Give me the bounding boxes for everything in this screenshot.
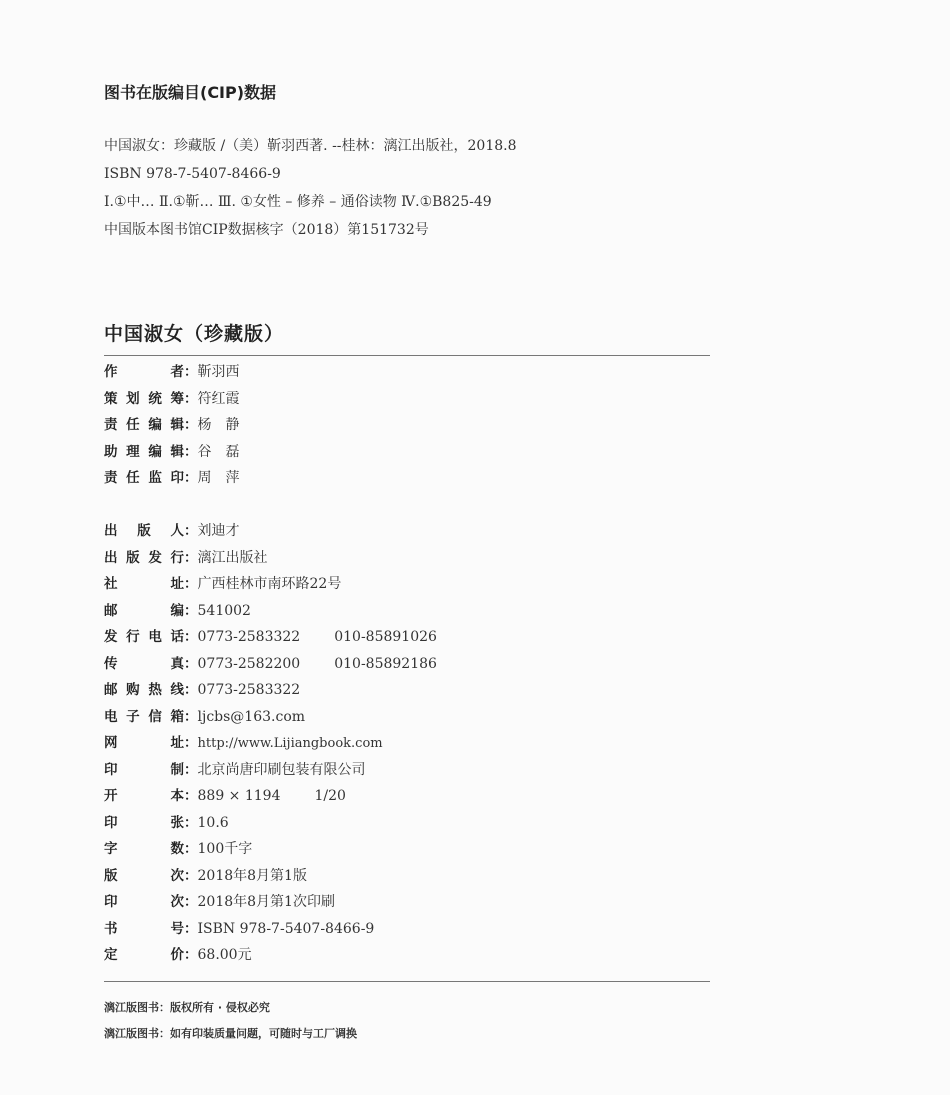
info-row-fax: 传真：0773-2582200 010-85892186	[104, 651, 437, 677]
credit-label: 责任监印	[104, 470, 184, 486]
info-row-address: 社址：广西桂林市南环路22号	[104, 571, 341, 597]
bottom-divider	[104, 981, 710, 982]
copyright-notice: 漓江版图书：版权所有 · 侵权必究	[104, 1001, 270, 1014]
info-value: 100千字	[197, 841, 253, 857]
info-label: 邮购热线	[104, 682, 184, 698]
info-row-postcode: 邮编：541002	[104, 598, 251, 624]
info-value: 10.6	[197, 814, 229, 831]
info-row-isbn: 书号：ISBN 978-7-5407-8466-9	[104, 916, 374, 942]
info-row-sales-phone: 发行电话：0773-2583322 010-85891026	[104, 624, 437, 650]
credit-value: 靳羽西	[197, 364, 240, 380]
info-value: 889 × 1194	[197, 788, 281, 804]
info-label: 传真	[104, 655, 184, 672]
credit-value: 周 萍	[197, 470, 240, 486]
credit-row-print-supervisor: 责任监印：周 萍	[104, 465, 240, 491]
info-label: 书号	[104, 920, 184, 937]
info-label: 出版发行	[104, 549, 184, 566]
credit-value: 符红霞	[197, 390, 240, 407]
info-row-edition: 版次：2018年8月第1版	[104, 863, 307, 889]
info-value: http://www.Lijiangbook.com	[197, 736, 383, 751]
info-value-secondary: 1/20	[314, 788, 346, 804]
info-row-website: 网址：http://www.Lijiangbook.com	[104, 730, 383, 756]
info-label: 网址	[104, 735, 184, 751]
info-row-sheets: 印张：10.6	[104, 810, 229, 836]
info-row-mail-order: 邮购热线：0773-2583322	[104, 677, 300, 703]
credit-label: 责任编辑	[104, 417, 184, 433]
book-title: 中国淑女（珍藏版）	[104, 323, 285, 345]
info-value-secondary: 010-85891026	[334, 629, 437, 645]
quality-notice: 漓江版图书：如有印装质量问题，可随时与工厂调换	[104, 1027, 357, 1040]
info-row-email: 电子信箱：ljcbs@163.com	[104, 704, 305, 730]
credit-label: 作者	[104, 364, 184, 380]
info-value: 北京尚唐印刷包装有限公司	[197, 761, 366, 778]
info-label: 定价	[104, 947, 184, 963]
cip-line-classification: Ⅰ.①中… Ⅱ.①靳… Ⅲ. ①女性 – 修养 – 通俗读物 Ⅳ.①B825-49	[104, 194, 492, 210]
info-value: 0773-2582200	[197, 655, 301, 672]
cip-record	[104, 132, 517, 244]
info-row-printer: 印制：北京尚唐印刷包装有限公司	[104, 757, 366, 783]
cip-line-verification: 中国版本图书馆CIP数据核字（2018）第151732号	[104, 222, 429, 238]
cip-line-title: 中国淑女：珍藏版 /（美）靳羽西著. --桂林：漓江出版社，2018.8	[104, 138, 517, 154]
info-value: 广西桂林市南环路22号	[197, 576, 342, 592]
info-label: 邮编	[104, 602, 184, 619]
info-label: 出版人	[104, 523, 184, 539]
credit-row-author: 作者：靳羽西	[104, 359, 240, 385]
credit-value: 杨 静	[197, 417, 240, 433]
info-label: 社址	[104, 576, 184, 592]
info-label: 印制	[104, 761, 184, 778]
info-row-word-count: 字数：100千字	[104, 836, 252, 862]
info-value: 541002	[197, 602, 251, 619]
info-label: 开本	[104, 788, 184, 804]
info-value: 0773-2583322	[197, 629, 301, 645]
info-value: ISBN 978-7-5407-8466-9	[197, 920, 375, 937]
info-value-secondary: 010-85892186	[334, 655, 437, 672]
info-value: 漓江出版社	[197, 549, 268, 566]
credit-label: 助理编辑	[104, 443, 184, 460]
credit-label: 策划统筹	[104, 390, 184, 407]
info-row-distributor: 出版发行：漓江出版社	[104, 545, 268, 571]
info-value: 68.00元	[197, 947, 252, 963]
info-label: 印次	[104, 894, 184, 910]
credit-row-editor: 责任编辑：杨 静	[104, 412, 240, 438]
info-value: 2018年8月第1版	[197, 867, 307, 884]
info-label: 印张	[104, 814, 184, 831]
info-value: ljcbs@163.com	[197, 708, 306, 725]
credit-row-planner: 策划统筹：符红霞	[104, 386, 240, 412]
info-label: 字数	[104, 841, 184, 857]
cip-heading: 图书在版编目(CIP)数据	[104, 83, 277, 102]
info-label: 发行电话	[104, 629, 184, 645]
cip-line-isbn: ISBN 978-7-5407-8466-9	[104, 166, 281, 182]
info-row-printing: 印次：2018年8月第1次印刷	[104, 889, 335, 915]
info-value: 刘迪才	[197, 523, 240, 539]
top-divider	[104, 355, 710, 356]
info-row-price: 定价：68.00元	[104, 942, 252, 968]
credit-row-assistant-editor: 助理编辑：谷 磊	[104, 439, 240, 465]
info-label: 版次	[104, 867, 184, 884]
info-row-publisher: 出版人：刘迪才	[104, 518, 240, 544]
info-label: 电子信箱	[104, 708, 184, 725]
credit-value: 谷 磊	[197, 443, 240, 460]
info-row-format: 开本：889 × 1194 1/20	[104, 783, 346, 809]
info-value: 2018年8月第1次印刷	[197, 894, 335, 910]
info-value: 0773-2583322	[197, 682, 301, 698]
